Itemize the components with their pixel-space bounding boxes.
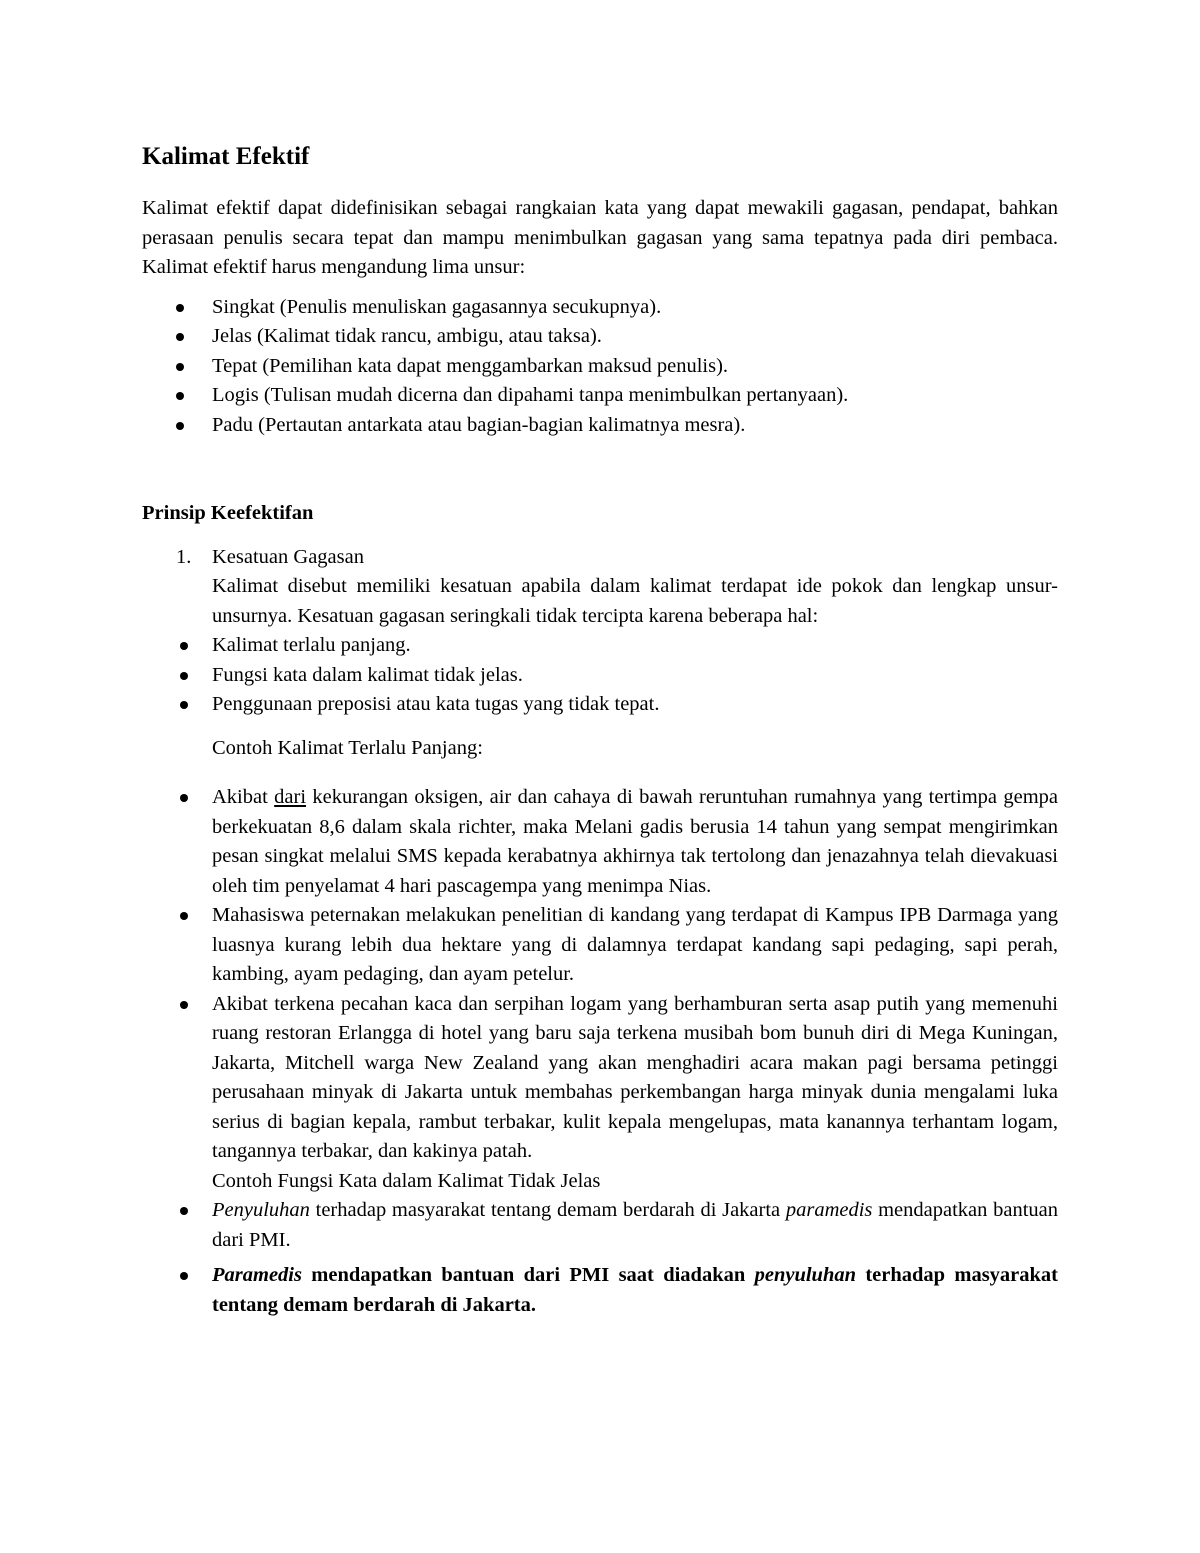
- section-heading: Prinsip Keefektifan: [142, 502, 314, 524]
- list-number: 1.: [176, 545, 192, 568]
- list-item: Mahasiswa peternakan melakukan penelitian di kandang yang terdapat di Kampus IPB Darmaga yang luasnya kurang lebih dua hektare yang di dalamnya terdapat kandang sapi pedaging, sapi perah, kambing, ayam pedaging, dan ayam petelur.: [142, 901, 1058, 990]
- italic-word: Penyuluhan: [212, 1199, 310, 1221]
- example-heading: Contoh Kalimat Terlalu Panjang:: [212, 736, 483, 759]
- example-text: mendapatkan bantuan dari PMI saat diadakan: [301, 1264, 755, 1286]
- list-item: Jelas (Kalimat tidak rancu, ambigu, atau taksa).: [142, 322, 1058, 352]
- italic-word: penyuluhan: [754, 1264, 856, 1286]
- unsur-list: [142, 293, 1058, 441]
- example-text: mendapatkan bantuan dari PMI.: [212, 1199, 1058, 1251]
- example-block-panjang: [142, 734, 1058, 764]
- example-text: terhadap masyarakat tentang demam berdarah di Jakarta.: [212, 1264, 1059, 1316]
- list-item: [142, 783, 1058, 901]
- list-item: Padu (Pertautan antarkata atau bagian-bagian kalimatnya mesra).: [142, 411, 1058, 441]
- list-item: Logis (Tulisan mudah dicerna dan dipahami tanpa menimbulkan pertanyaan).: [142, 381, 1058, 411]
- example-heading: Contoh Fungsi Kata dalam Kalimat Tidak Jelas: [212, 1169, 601, 1192]
- italic-word: Paramedis: [212, 1264, 302, 1286]
- prinsip-title: Kesatuan Gagasan: [212, 545, 364, 568]
- example-list-fungsi: [142, 1196, 1058, 1255]
- page-title: Kalimat Efektif: [142, 143, 310, 170]
- example-block-fungsi: [142, 1167, 1058, 1197]
- list-item: Penggunaan preposisi atau kata tugas yang tidak tepat.: [142, 690, 1058, 720]
- example-text: Akibat: [212, 786, 275, 808]
- example-text: terhadap masyarakat tentang demam berdarah di Jakarta: [309, 1199, 786, 1221]
- intro-paragraph: Kalimat efektif dapat didefinisikan sebagai rangkaian kata yang dapat mewakili gagasan, pendapat, bahkan perasaan penulis secara tepat dan mampu menimbulkan gagasan yang sama tepatnya pada diri pembaca. Kalimat efektif harus mengandung lima unsur:: [142, 197, 1058, 278]
- prinsip-description: Kalimat disebut memiliki kesatuan apabila dalam kalimat terdapat ide pokok dan lengkap unsur-unsurnya. Kesatuan gagasan seringkali tidak tercipta karena beberapa hal:: [212, 575, 1058, 627]
- list-item: Kalimat terlalu panjang.: [142, 631, 1058, 661]
- list-item: [142, 1196, 1058, 1255]
- document-content: [142, 142, 1058, 1320]
- example-list-panjang: [142, 783, 1058, 1167]
- reasons-list: [142, 631, 1058, 720]
- list-item: Akibat terkena pecahan kaca dan serpihan logam yang berhamburan serta asap putih yang memenuhi ruang restoran Erlangga di hotel yang baru saja terkena musibah bom bunuh diri di Mega Kuningan, Jakarta, Mitchell warga New Zealand yang akan menghadiri acara makan pagi bersama petinggi perusahaan minyak di Jakarta untuk membahas perkembangan harga minyak dunia mengalami luka serius di bagian kepala, rambut terbakar, kulit kepala mengelupas, mata kanannya terhantam logam, tangannya terbakar, dan kakinya patah.: [142, 990, 1058, 1167]
- example-list-fungsi-revised: [142, 1261, 1058, 1320]
- underlined-word: dari: [274, 786, 307, 808]
- list-item: [142, 1261, 1058, 1320]
- prinsip-item: [142, 543, 1058, 632]
- italic-word: paramedis: [785, 1199, 873, 1221]
- example-text: kekurangan oksigen, air dan cahaya di bawah reruntuhan rumahnya yang tertimpa gempa berkekuatan 8,6 dalam skala richter, maka Melani gadis berusia 14 tahun yang sempat mengirimkan pesan singkat melalui SMS kepada kerabatnya akhirnya tak tertolong dan jenazahnya telah dievakuasi oleh tim penyelamat 4 hari pascagempa yang menimpa Nias.: [212, 786, 1058, 897]
- list-item: Fungsi kata dalam kalimat tidak jelas.: [142, 661, 1058, 691]
- list-item: Tepat (Pemilihan kata dapat menggambarkan maksud penulis).: [142, 352, 1058, 382]
- list-item: Singkat (Penulis menuliskan gagasannya secukupnya).: [142, 293, 1058, 323]
